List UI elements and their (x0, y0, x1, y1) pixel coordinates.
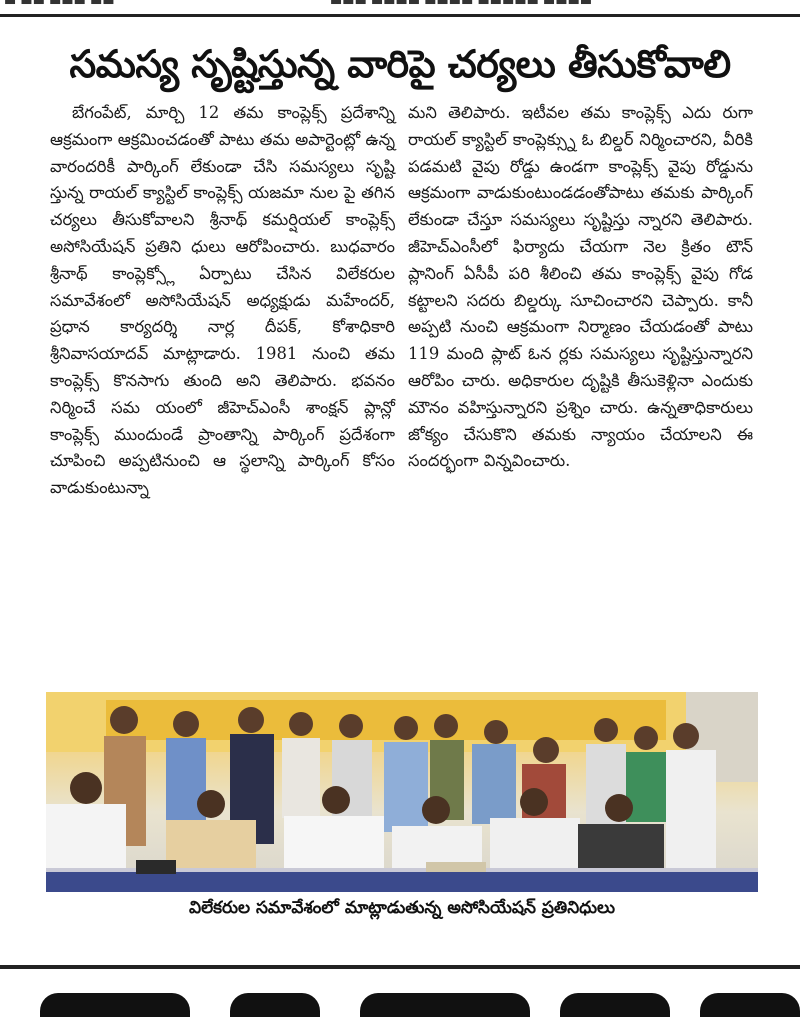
cutoff-text-fragment: ▬ ▬▬ ▬▬▬ ▬▬ (4, 0, 115, 9)
article-headline: సమస్య సృష్టిస్తున్న వారిపై చర్యలు తీసుకోవాలి (69, 42, 731, 86)
cutoff-text-fragment: ▬▬▬ ▬▬▬▬ ▬▬▬▬ ▬▬▬▬▬ ▬▬▬▬ (330, 0, 593, 9)
photo-caption: విలేకరుల సమావేశంలో మాట్లాడుతున్న అసోసియేషన్ ప్రతినిధులు (189, 898, 615, 918)
press-meet-photo (46, 692, 758, 892)
cutoff-headline-fragment (360, 993, 530, 1017)
cutoff-headline-fragment (560, 993, 670, 1017)
next-article-headline-cutoff (0, 973, 800, 1017)
previous-article-cutoff (0, 0, 800, 17)
article-body-right-column: మని తెలిపారు. ఇటీవల తమ కాంప్లెక్స్ ఎదు రుగా రాయల్ క్యాస్టిల్ కాంప్లెక్స్ను ఓ బిల్డర్ నిర్మించారని, వీరికి పడమటి వైపు రోడ్డు ఉండగా కాంప్లెక్స్ వైపు రోడ్డును ఆక్రమంగా వాడుకుంటుండడంతోపాటు తమకు పార్కింగ్ లేకుండా చేస్తూ సమస్యలు సృష్టిస్తు న్నారని తెలిపారు. జీహెచ్ఎంసీలో ఫిర్యాదు చేయగా నెల క్రితం టౌన్ ప్లానింగ్ ఏసీపీ పరి శీలించి తమ కాంప్లెక్స్ వైపు గోడ కట్టాలని సదరు బిల్డర్కు సూచించారని చెప్పారు. కానీ అప్పటి నుంచి ఆక్రమంగా నిర్మాణం చేయడంతో పాటు 119 మంది ప్లాట్ ఓన ర్లకు సమస్యలు సృష్టిస్తున్నారని ఆరోపిం చారు. అధికారుల దృష్టికి తీసుకెళ్లినా ఎందుకు మౌనం వహిస్తున్నారని ప్రశ్నిం చారు. ఉన్నతాధికారులు జోక్యం చేసుకొని తమకు న్యాయం చేయాలని ఈ సందర్భంగా విన్నవించారు. (408, 103, 753, 471)
cutoff-headline-fragment (230, 993, 320, 1017)
cutoff-headline-fragment (40, 993, 190, 1017)
article-separator-rule (0, 965, 800, 969)
article-body-left-column: బేగంపేట్, మార్చి 12 తమ కాంప్లెక్స్ ప్రదేశాన్ని ఆక్రమంగా ఆక్రమించడంతో పాటు తమ అపార్టెంట్లో ఉన్న వారందరికీ పార్కింగ్ లేకుండా చేసి సమస్యలు సృష్టి స్తున్న రాయల్ క్యాస్టిల్ కాంప్లెక్స్ యజమా నుల పై తగిన చర్యలు తీసుకోవాలని శ్రీనాథ్ కమర్షియల్ కాంప్లెక్స్ అసోసియేషన్ ప్రతిని ధులు ఆరోపించారు. బుధవారం శ్రీనాథ్ కాంప్లెక్స్లో ఏర్పాటు చేసిన విలేకరుల సమావేశంలో అసోసియేషన్ అధ్యక్షుడు మహేందర్, ప్రధాన కార్యదర్శి నార్ల దీపక్, కోశాధికారి శ్రీనివాసయాదవ్ మాట్లాడారు. 1981 నుంచి తమ కాంప్లెక్స్ కొనసాగు తుంది అని తెలిపారు. భవనం నిర్మించే సమ యంలో జీహెచ్ఎంసీ శాంక్షన్ ప్లాన్లో కాంప్లెక్స్ ముందుండే ప్రాంతాన్ని పార్కింగ్ ప్రదేశంగా చూపించి అప్పటినుంచి ఆ స్థలాన్ని పార్కింగ్ కోసం వాడుకుంటున్నా (50, 103, 395, 498)
cutoff-headline-fragment (700, 993, 800, 1017)
group-photo-illustration (46, 692, 758, 892)
